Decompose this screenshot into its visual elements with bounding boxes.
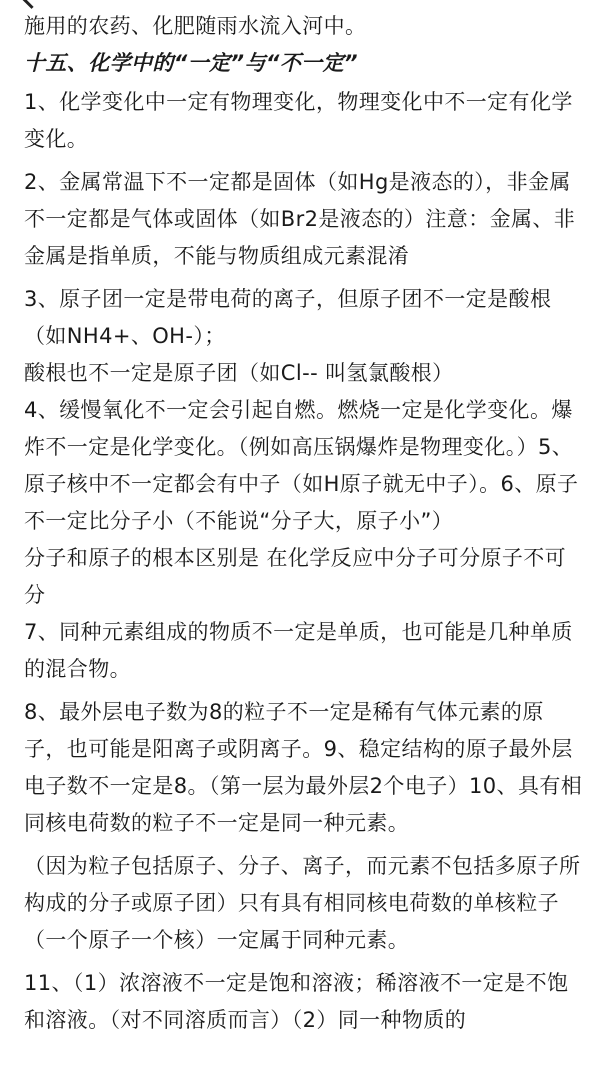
section-heading: 十五、化学中的“一定”与“不一定” bbox=[24, 51, 358, 75]
article-body bbox=[24, 8, 584, 1039]
paragraph-8: 8、最外层电子数为8的粒子不一定是稀有气体元素的原子，也可能是阳离子或阴离子。9、稳定结构的原子最外层电子数不一定是8。（第一层为最外层2个电子）10、具有相同核电荷数的粒子不一定是同一种元素。 bbox=[24, 700, 583, 835]
paragraph-4: 4、缓慢氧化不一定会引起自燃。燃烧一定是化学变化。爆炸不一定是化学变化。（例如高压锅爆炸是物理变化。）5、原子核中不一定都会有中子（如H原子就无中子）。6、原子不一定比分子小（不能说“分子大，原子小”） bbox=[24, 398, 579, 533]
paragraph-3: 3、原子团一定是带电荷的离子，但原子团不一定是酸根（如NH4+、OH-）； bbox=[24, 287, 552, 348]
paragraph-4b: 分子和原子的根本区别是 在化学反应中分子可分原子不可分 bbox=[24, 546, 567, 607]
paragraph-2: 2、金属常温下不一定都是固体（如Hg是液态的），非金属不一定都是气体或固体（如Br2是液态的）注意：金属、非金属是指单质，不能与物质组成元素混淆 bbox=[24, 170, 576, 268]
cut-off-line: 施用的农药、化肥随雨水流入河中。 bbox=[24, 14, 367, 38]
paragraph-8b: （因为粒子包括原子、分子、离子，而元素不包括多原子所构成的分子或原子团）只有具有相同核电荷数的单核粒子（一个原子一个核）一定属于同种元素。 bbox=[24, 854, 581, 952]
paragraph-11: 11、（1）浓溶液不一定是饱和溶液；稀溶液不一定是不饱和溶液。（对不同溶质而言）（2）同一种物质的 bbox=[24, 971, 569, 1032]
paragraph-1: 1、化学变化中一定有物理变化，物理变化中不一定有化学变化。 bbox=[24, 90, 573, 151]
paragraph-7: 7、同种元素组成的物质不一定是单质，也可能是几种单质的混合物。 bbox=[24, 620, 573, 681]
paragraph-3b: 酸根也不一定是原子团（如Cl-- 叫氢氯酸根） bbox=[24, 361, 454, 385]
